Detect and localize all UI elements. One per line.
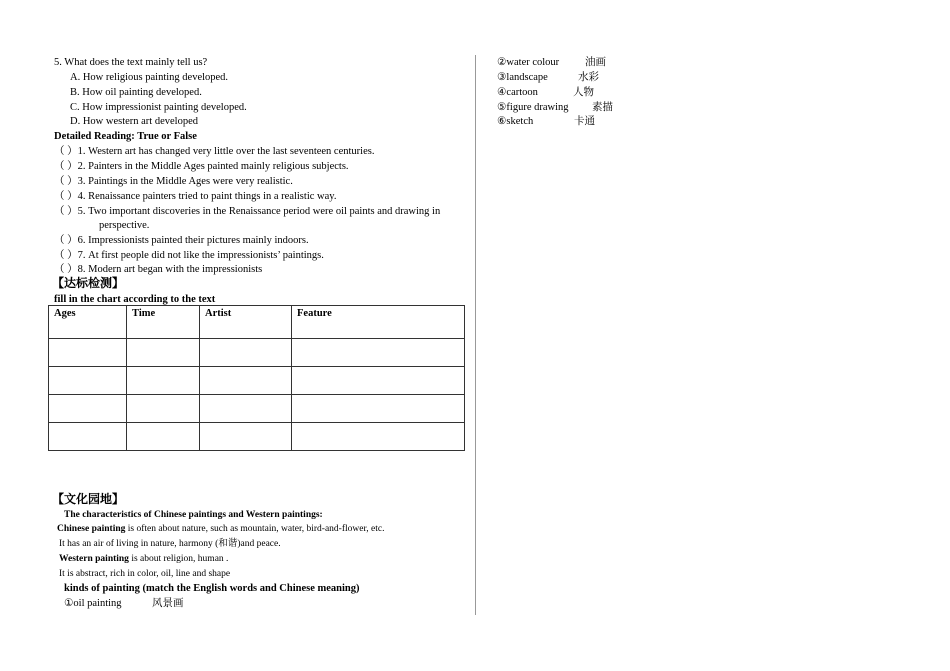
tf-item-4: （ ）4. Renaissance painters tried to paint things in a realistic way. — [54, 191, 337, 202]
tf-item-5-continued: perspective. — [99, 220, 150, 231]
chart-header-feature: Feature — [292, 306, 465, 339]
table-cell[interactable] — [292, 339, 465, 367]
table-cell[interactable] — [292, 423, 465, 451]
table-cell[interactable] — [49, 339, 127, 367]
match-item-2 — [497, 56, 606, 69]
detailed-reading-title: Detailed Reading: True or False — [54, 131, 197, 142]
chinese-painting-line-2: It has an air of living in nature, harmony (和谐)and peace. — [59, 539, 281, 549]
match-item-1 — [64, 597, 184, 610]
table-row — [49, 367, 465, 395]
column-divider — [475, 55, 476, 615]
table-cell[interactable] — [200, 367, 292, 395]
table-cell[interactable] — [127, 339, 200, 367]
table-cell[interactable] — [127, 423, 200, 451]
tf-item-2: （ ）2. Painters in the Middle Ages painted mainly religious subjects. — [54, 161, 349, 172]
western-painting-term: Western painting — [59, 554, 129, 564]
table-cell[interactable] — [200, 395, 292, 423]
table-cell[interactable] — [49, 395, 127, 423]
kinds-of-painting-instruction: kinds of painting (match the English words and Chinese meaning) — [64, 583, 360, 594]
table-row — [49, 395, 465, 423]
chinese-painting-line — [57, 523, 384, 536]
tf-item-3: （ ）3. Paintings in the Middle Ages were very realistic. — [54, 176, 293, 187]
tf-item-1: （ ）1. Western art has changed very little over the last seventeen centuries. — [54, 146, 375, 157]
table-cell[interactable] — [292, 395, 465, 423]
match-english-3: ③landscape — [497, 72, 548, 83]
table-cell[interactable] — [292, 367, 465, 395]
table-cell[interactable] — [127, 395, 200, 423]
western-painting-line-2: It is abstract, rich in color, oil, line and shape — [59, 569, 231, 579]
table-cell[interactable] — [200, 423, 292, 451]
match-english-4: ④cartoon — [497, 87, 538, 98]
question-5-option-d: D. How western art developed — [70, 116, 198, 127]
culture-heading: 【文化园地】 — [52, 492, 125, 506]
dabiao-heading: 【达标检测】 — [52, 276, 125, 290]
match-chinese-6: 卡通 — [574, 116, 595, 127]
tf-item-5: （ ）5. Two important discoveries in the Renaissance period were oil paints and drawing in — [54, 206, 441, 217]
table-cell[interactable] — [49, 367, 127, 395]
tf-item-7: （ ）7. At first people did not like the impressionists’ paintings. — [54, 250, 324, 261]
match-english-6: ⑥sketch — [497, 116, 534, 127]
tf-item-6: （ ）6. Impressionists painted their pictures mainly indoors. — [54, 235, 309, 246]
match-chinese-1: 风景画 — [152, 598, 184, 609]
western-painting-line — [59, 553, 228, 566]
match-item-5 — [497, 101, 613, 114]
table-row — [49, 423, 465, 451]
chinese-painting-desc: is often about nature, such as mountain, water, bird-and-flower, etc. — [125, 524, 385, 534]
question-5-option-a: A. How religious painting developed. — [70, 72, 229, 83]
match-chinese-2: 油画 — [585, 57, 606, 68]
table-cell[interactable] — [49, 423, 127, 451]
match-english-2: ②water colour — [497, 57, 560, 68]
chart-instruction: fill in the chart according to the text — [54, 294, 216, 305]
tf-item-8: （ ）8. Modern art began with the impressionists — [54, 264, 263, 275]
match-english-5: ⑤figure drawing — [497, 102, 569, 113]
match-chinese-5: 素描 — [592, 102, 613, 113]
chinese-painting-term: Chinese painting — [57, 524, 126, 534]
chart-header-row — [49, 306, 465, 339]
table-cell[interactable] — [200, 339, 292, 367]
match-item-6 — [497, 115, 595, 128]
question-5-option-c: C. How impressionist painting developed. — [70, 102, 247, 113]
chart-header-artist: Artist — [200, 306, 292, 339]
western-painting-desc: is about religion, human . — [128, 554, 229, 564]
match-chinese-4: 人物 — [573, 87, 594, 98]
question-5: 5. What does the text mainly tell us? — [54, 57, 208, 68]
question-5-option-b: B. How oil painting developed. — [70, 87, 202, 98]
match-item-4 — [497, 86, 594, 99]
match-chinese-3: 水彩 — [578, 72, 599, 83]
chart-header-time: Time — [127, 306, 200, 339]
culture-subtitle: The characteristics of Chinese paintings and Western paintings: — [64, 510, 323, 520]
match-item-3 — [497, 71, 599, 84]
table-row — [49, 339, 465, 367]
table-cell[interactable] — [127, 367, 200, 395]
fill-in-chart — [48, 305, 465, 451]
chart-header-ages: Ages — [49, 306, 127, 339]
match-english-1: ①oil painting — [64, 598, 122, 609]
